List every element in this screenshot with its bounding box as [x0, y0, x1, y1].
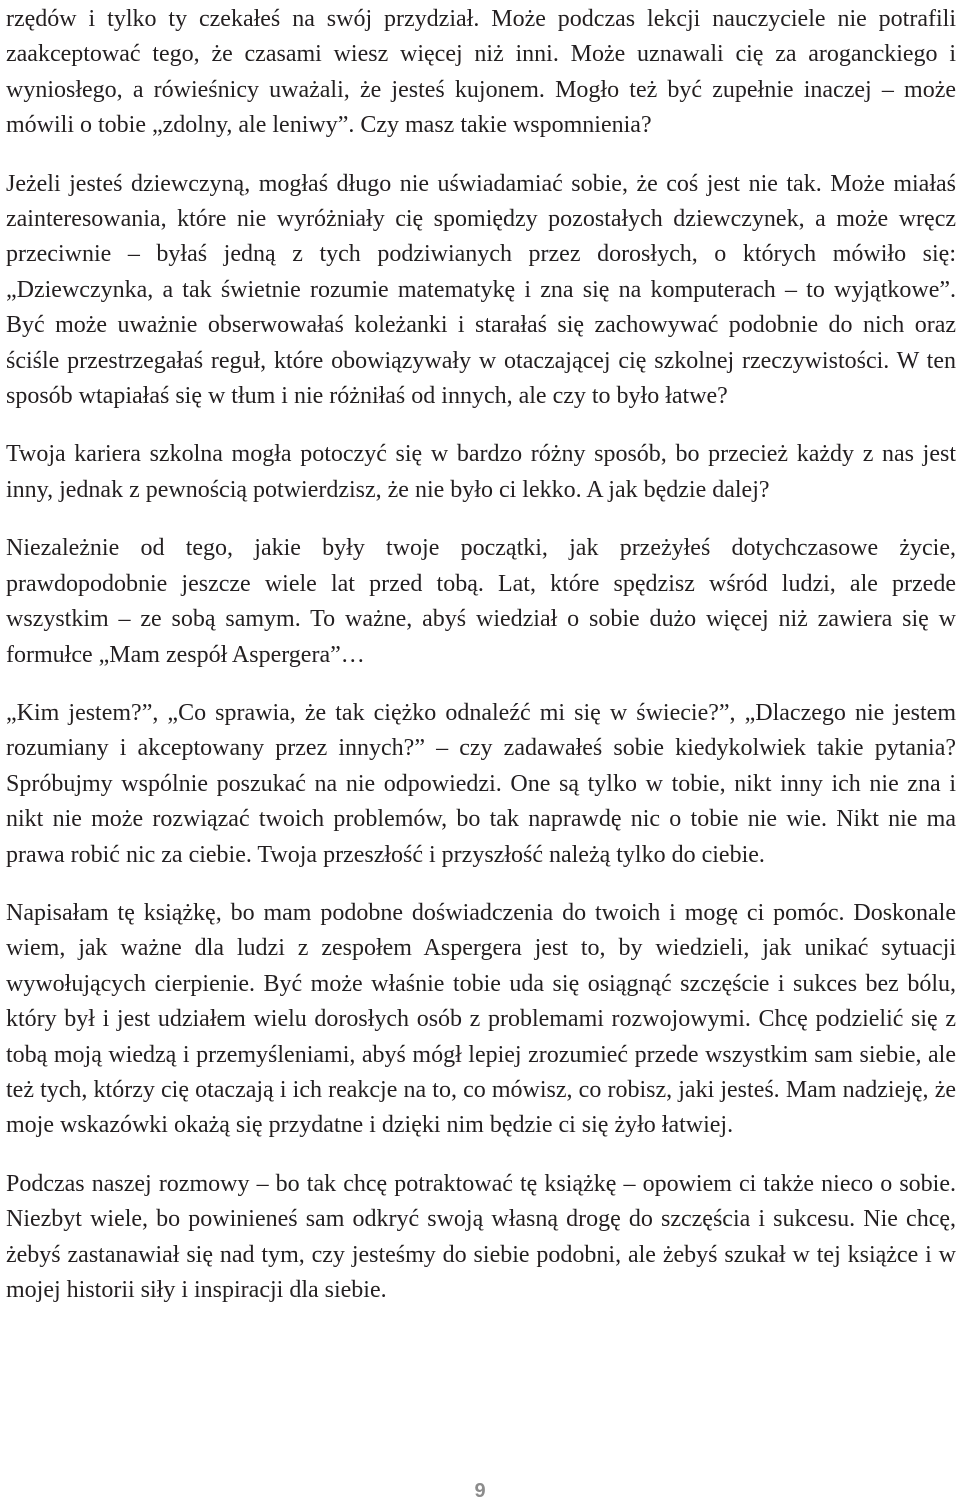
paragraph: Napisałam tę książkę, bo mam podobne doświadczenia do twoich i mogę ci pomóc. Doskonale wiem, jak ważne dla ludzi z zespołem Aspergera jest to, by wiedzieli, jak unikać sytuacji wywołujących cierpienie. Być może właśnie tobie uda się osiągnąć szczęście i sukces bez bólu, który był i jest udziałem wielu dorosłych osób z problemami rozwojowymi. Chcę podzielić się z tobą moją wiedzą i przemyśleniami, abyś mógł lepiej zrozumieć przede wszystkim sam siebie, ale też tych, którzy cię otaczają i ich reakcje na to, co mówisz, co robisz, jaki jesteś. Mam nadzieję, że moje wskazówki okażą się przydatne i dzięki nim będzie ci się żyło łatwiej.: [6, 899, 956, 1139]
paragraph: Podczas naszej rozmowy – bo tak chcę potraktować tę książkę – opowiem ci także nieco o sobie. Niezbyt wiele, bo powinieneś sam odkryć swoją własną drogę do szczęścia i sukcesu. Nie chcę, żebyś zastanawiał się nad tym, czy jesteśmy do siebie podobni, ale żebyś szukał w tej książce i w mojej historii siły i inspiracji dla siebie.: [6, 1170, 956, 1303]
paragraph: „Kim jestem?”, „Co sprawia, że tak ciężko odnaleźć mi się w świecie?”, „Dlaczego nie jestem rozumiany i akceptowany przez innych?” – czy zadawałeś sobie kiedykolwiek takie pytania? Spróbujmy wspólnie poszukać na nie odpowiedzi. One są tylko w tobie, nikt inny ich nie zna i nikt nie może rozwiązać twoich problemów, bo tak naprawdę nic o tobie nie wie. Nikt nie ma prawa robić nic za ciebie. Twoja przeszłość i przyszłość należą tylko do ciebie.: [6, 699, 956, 868]
paragraph: Twoja kariera szkolna mogła potoczyć się w bardzo różny sposób, bo przecież każdy z nas jest inny, jednak z pewnością potwierdzisz, że nie było ci lekko. A jak będzie dalej?: [6, 441, 956, 503]
page-body: [6, 2, 956, 1308]
paragraph: Niezależnie od tego, jakie były twoje początki, jak przeżyłeś dotychczasowe życie, prawdopodobnie jeszcze wiele lat przed tobą. Lat, które spędzisz wśród ludzi, ale przede wszystkim – ze sobą samym. To ważne, abyś wiedział o sobie dużo więcej niż zawiera się w formułce „Mam zespół Aspergera”…: [6, 535, 956, 668]
page-number: 9: [474, 1480, 486, 1502]
paragraph: Jeżeli jesteś dziewczyną, mogłaś długo nie uświadamiać sobie, że coś jest nie tak. Może miałaś zainteresowania, które nie wyróżniały cię spomiędzy pozostałych dziewczynek, a może wręcz przeciwnie – byłaś jedną z tych podziwianych przez dorosłych, o których mówiło się: „Dziewczynka, a tak świetnie rozumie matematykę i zna się na komputerach – to wyjątkowe”. Być może uważnie obserwowałaś koleżanki i starałaś się zachowywać podobnie do nich oraz ściśle przestrzegałaś reguł, które obowiązywały w otaczającej cię szkolnej rzeczywistości. W ten sposób wtapiałaś się w tłum i nie różniłaś od innych, ale czy to było łatwe?: [6, 170, 956, 410]
paragraph: rzędów i tylko ty czekałeś na swój przydział. Może podczas lekcji nauczyciele nie potrafili zaakceptować tego, że czasami wiesz więcej niż inni. Może uznawali cię za aroganckiego i wyniosłego, a rówieśnicy uważali, że jesteś kujonem. Mogło też być zupełnie inaczej – może mówili o tobie „zdolny, ale leniwy”. Czy masz takie wspomnienia?: [6, 6, 956, 139]
